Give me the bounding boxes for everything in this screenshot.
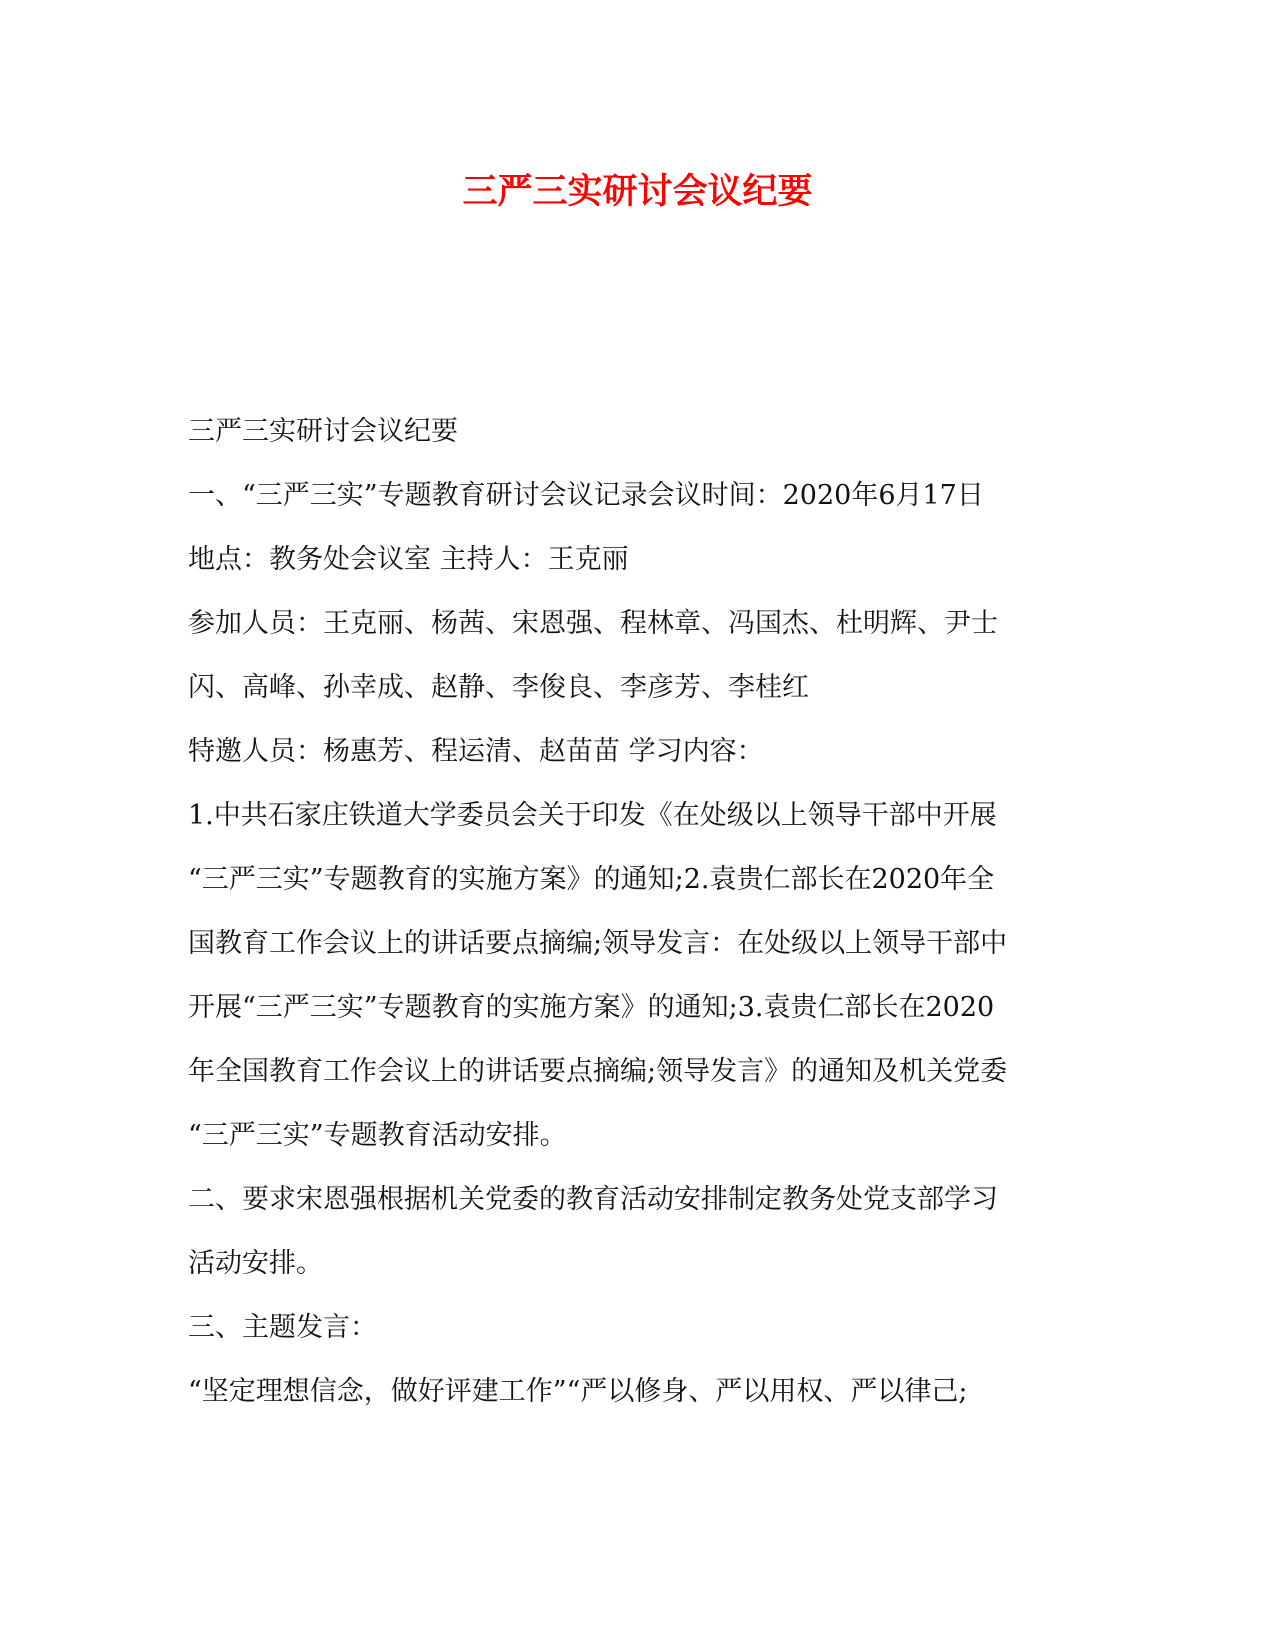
document-body [188,412,1088,1436]
body-line-study-item-3-end: “三严三实”专题教育活动安排。 [188,1120,567,1151]
body-line-attendees-cont: 闪、高峰、孙幸成、赵静、李俊良、李彦芳、李桂红 [188,672,809,703]
body-line-study-item-3-cont: 年全国教育工作会议上的讲话要点摘编;领导发言》的通知及机关党委 [188,1056,1008,1087]
body-line-study-item-1: 1.中共石家庄铁道大学委员会关于印发《在处级以上领导干部中开展 [188,800,997,831]
body-line-location-host: 地点：教务处会议室 主持人：王克丽 [188,544,629,575]
body-line-meeting-time: 一、“三严三实”专题教育研讨会议记录会议时间：2020年6月17日 [188,480,984,511]
body-line-keynote-topics: “坚定理想信念，做好评建工作”“严以修身、严以用权、严以律己; [188,1376,968,1407]
body-line-study-item-1-cont: “三严三实”专题教育的实施方案》的通知;2.袁贵仁部长在2020年全 [188,864,995,895]
document-title: 三严三实研讨会议纪要 [462,171,813,212]
body-line-study-item-3: 开展“三严三实”专题教育的实施方案》的通知;3.袁贵仁部长在2020 [188,992,995,1023]
body-line-attendees: 参加人员：王克丽、杨茜、宋恩强、程林章、冯国杰、杜明辉、尹士 [188,608,998,639]
body-line-keynote-heading: 三、主题发言： [188,1312,377,1343]
body-line-requirement: 二、要求宋恩强根据机关党委的教育活动安排制定教务处党支部学习 [188,1184,998,1215]
body-line-invited-guests: 特邀人员：杨惠芳、程运清、赵苗苗 学习内容： [188,736,764,767]
body-line-subtitle: 三严三实研讨会议纪要 [188,416,458,447]
body-line-study-item-2: 国教育工作会议上的讲话要点摘编;领导发言：在处级以上领导干部中 [188,928,1008,959]
body-line-requirement-cont: 活动安排。 [188,1248,323,1279]
